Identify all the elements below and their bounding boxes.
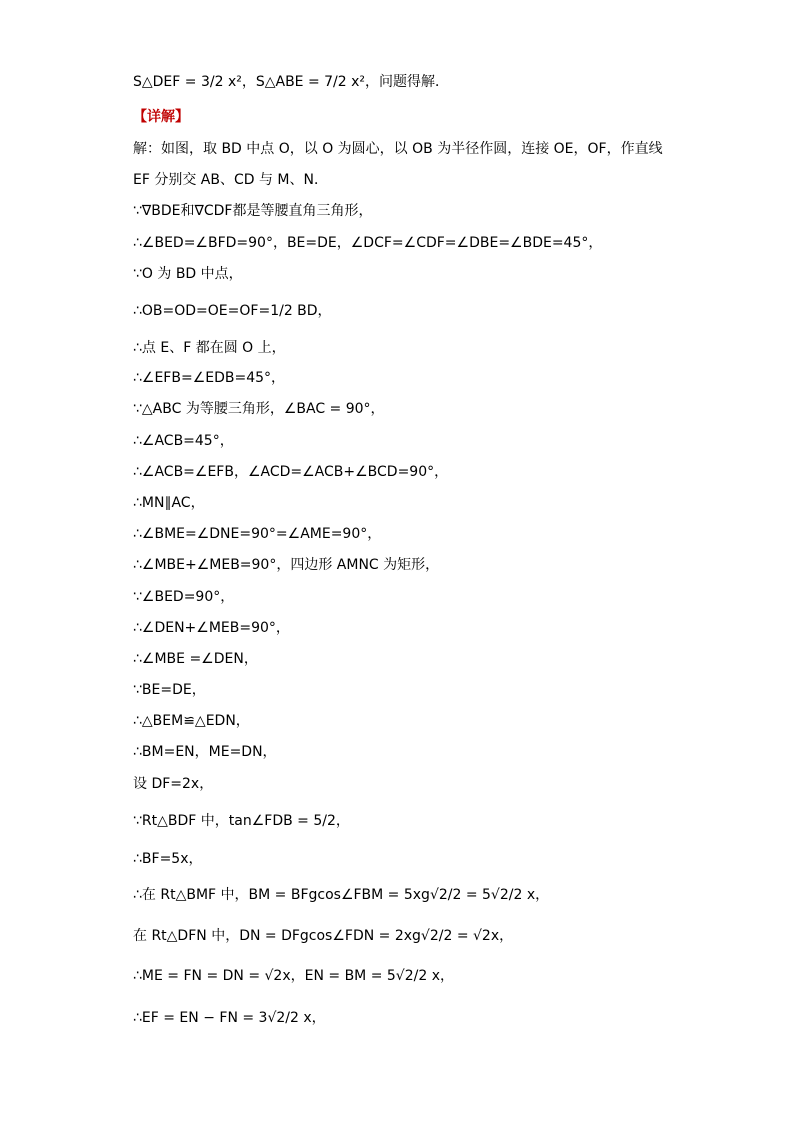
solution-line: ∴∠ACB=∠EFB，∠ACD=∠ACB+∠BCD=90°，	[133, 464, 449, 480]
solution-line: ∴EF = EN − FN = 3√2/2 x，	[133, 1010, 326, 1026]
solution-line: ∴△BEM≌△EDN，	[133, 713, 250, 729]
solution-line: ∴BF=5x，	[133, 851, 203, 867]
solution-line: ∴∠DEN+∠MEB=90°，	[133, 620, 290, 636]
solution-line: ∴点 E、F 都在圆 O 上，	[133, 340, 286, 356]
solution-line: ∴∠EFB=∠EDB=45°，	[133, 370, 286, 386]
solution-line: ∴BM=EN，ME=DN，	[133, 744, 277, 760]
solution-line: ∵∠BED=90°，	[133, 589, 235, 605]
solution-line: ∴在 Rt△BMF 中，BM = BFgcos∠FBM = 5xg√2/2 = 5√2/2 x，	[133, 887, 550, 903]
solution-line: ∴∠MBE+∠MEB=90°，四边形 AMNC 为矩形，	[133, 557, 440, 573]
solution-line: ∴∠BME=∠DNE=90°=∠AME=90°，	[133, 526, 382, 542]
solution-line: EF 分别交 AB、CD 与 M、N．	[133, 172, 328, 188]
solution-line: ∴OB=OD=OE=OF=1/2 BD，	[133, 303, 332, 319]
solution-line: ∴∠ACB=45°，	[133, 433, 234, 449]
solution-line: ∴MN∥AC，	[133, 495, 205, 511]
solution-line: ∴∠BED=∠BFD=90°，BE=DE，∠DCF=∠CDF=∠DBE=∠BDE=45°，	[133, 235, 603, 251]
detail-heading: 【详解】	[133, 109, 189, 125]
solution-line: 解：如图，取 BD 中点 O，以 O 为圆心，以 OB 为半径作圆，连接 OE，OF，作直线	[133, 141, 663, 157]
solution-line: ∴ME = FN = DN = √2x，EN = BM = 5√2/2 x，	[133, 968, 454, 984]
formula-line-area-results: S△DEF = 3/2 x²，S△ABE = 7/2 x²，问题得解．	[133, 74, 450, 90]
solution-line: ∵∇BDE和∇CDF都是等腰直角三角形，	[133, 203, 373, 219]
solution-line: ∵O 为 BD 中点，	[133, 266, 243, 282]
solution-line: 设 DF=2x，	[133, 776, 214, 792]
solution-line: ∵△ABC 为等腰三角形，∠BAC = 90°，	[133, 401, 385, 417]
solution-line: ∵Rt△BDF 中，tan∠FDB = 5/2，	[133, 813, 350, 829]
solution-line: ∵BE=DE，	[133, 682, 206, 698]
solution-line: ∴∠MBE =∠DEN，	[133, 651, 258, 667]
solution-line: 在 Rt△DFN 中，DN = DFgcos∠FDN = 2xg√2/2 = √2x，	[133, 928, 514, 944]
